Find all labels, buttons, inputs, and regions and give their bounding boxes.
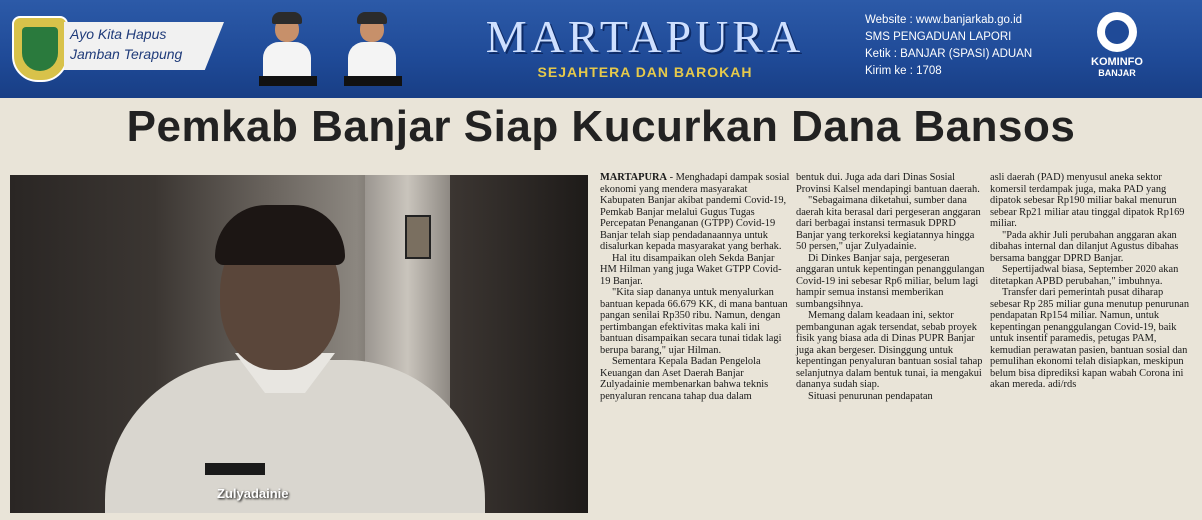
article-paragraph: asli daerah (PAD) menyusul aneka sektor komersil terdampak juga, maka PAD yang dipatok sebesar Rp190 miliar bakal menurun sebear Rp21 miliar atau tinggal dipatok Rp169 miliar. (990, 172, 1185, 229)
official-portrait-2 (342, 10, 402, 86)
slogan (70, 24, 220, 64)
kominfo-logo-text: KOMINFO (1091, 56, 1143, 68)
photo-caption: Zulyadainie (217, 486, 289, 501)
article-paragraph: Di Dinkes Banjar saja, pergeseran anggaran untuk kepentingan penanggulangan Covid-19 ini sebesar Rp6 miliar, belum lagi hampir semua instansi memberikan sumbangsihnya. (796, 252, 985, 310)
article-column-2 (796, 172, 986, 402)
article-column-1 (600, 172, 790, 402)
article-paragraph: "Pada akhir Juli perubahan anggaran akan dibahas internal dan dilanjut Agustus dibahas bersama banggar DPRD Banjar. (990, 229, 1179, 264)
name-badge (205, 463, 265, 475)
wall-frame (405, 215, 431, 259)
article-paragraph: Hal itu disampaikan oleh Sekda Banjar HM Hilman yang juga Waket GTPP Covid-19 Banjar. (600, 252, 782, 287)
article-paragraph: Transfer dari pemerintah pusat diharap sebesar Rp 285 miliar guna menutup penurunan pendapatan Rp154 miliar. Namun, untuk kepentingan penanggulangan Covid-19, baik untuk insentif paramedis, petugas PAM, kemudian perawatan pasien, bantuan sosial dan pemulihan ekonomi telah disiapkan, meskipun belum bisa diprediksi kapan wabah Corona ini akan mereda. adi/rds (990, 287, 1190, 390)
contact-number: Kirim ke : 1708 (865, 65, 942, 77)
regency-crest-icon (12, 16, 68, 82)
article-paragraph: bentuk dui. Juga ada dari Dinas Sosial Provinsi Kalsel mendapingi bantuan daerah. (796, 172, 980, 195)
dateline: MARTAPURA (600, 172, 667, 183)
kominfo-logo-subtext: BANJAR (1098, 68, 1136, 78)
article-paragraph: "Sebagaimana diketahui, sumber dana daerah kita berasal dari pergeseran anggaran dari berbagai instansi termasuk DPRD Banjar yang terkoreksi kegiatannya hingga 50 persen," ujar Zulyadainie. (796, 195, 981, 252)
slogan-line-1: Ayo Kita Hapus (70, 26, 167, 42)
contact-website: Website : www.banjarkab.go.id (865, 14, 1023, 26)
masthead-subtitle: SEJAHTERA DAN BAROKAH (537, 64, 753, 80)
contact-format: Ketik : BANJAR (SPASI) ADUAN (865, 48, 1033, 60)
article-headline: Pemkab Banjar Siap Kucurkan Dana Bansos (126, 102, 1076, 151)
contact-sms: SMS PENGADUAN LAPORI (865, 31, 1012, 43)
article-column-3 (990, 172, 1190, 391)
slogan-line-2: Jamban Terapung (70, 46, 183, 62)
article-paragraph: MARTAPURA - Menghadapi dampak sosial ekonomi yang mendera masyarakat Kabupaten Banjar akibat pandemi Covid-19, Pemkab Banjar melalui Gugus Tugas Percepatan Penanganan (GTPP) Covid-19 Banjar telah siap pendadanaannya untuk disalurkan kepada masyarakat yang berhak. (600, 172, 790, 252)
article-paragraph: Sementara Kepala Badan Pengelola Keuangan dan Aset Daerah Banjar Zulyadainie membenarkan bahwa teknis penyaluran rencana tahap dua dalam (600, 356, 769, 402)
contact-info (865, 12, 1065, 80)
kominfo-emblem-icon (1097, 12, 1137, 52)
article-paragraph: Sepertijadwal biasa, September 2020 akan ditetapkan APBD perubahan," imbuhnya. (990, 264, 1179, 287)
official-portrait-1 (257, 10, 317, 86)
article-paragraph: "Kita siap dananya untuk menyalurkan bantuan kepada 66.679 KK, di mana bantuan pangan senilai Rp350 ribu. Namun, dengan pertimbangan efektivitas maka kali ini bantuan disampaikan secara tunai tidak lagi berupa barang," ujar Hilman. (600, 287, 788, 356)
article-photo (10, 175, 588, 513)
article-paragraph: Memang dalam keadaan ini, sektor pembangunan agak tersendat, sebab proyek fisik yang biasa ada di Dinas PUPR Banjar juga akan bergeser. Disinggung untuk kepentingan penyaluran bantuan sosial tahap selanjutnya dalam bentuk tunai, ia mengakui dananya sudah siap. (796, 310, 983, 390)
article-paragraph: Situasi penurunan pendapatan (808, 390, 933, 402)
masthead-title: MARTAPURA (485, 11, 805, 62)
newspaper-banner (0, 0, 1202, 98)
kominfo-logo (1082, 12, 1152, 86)
